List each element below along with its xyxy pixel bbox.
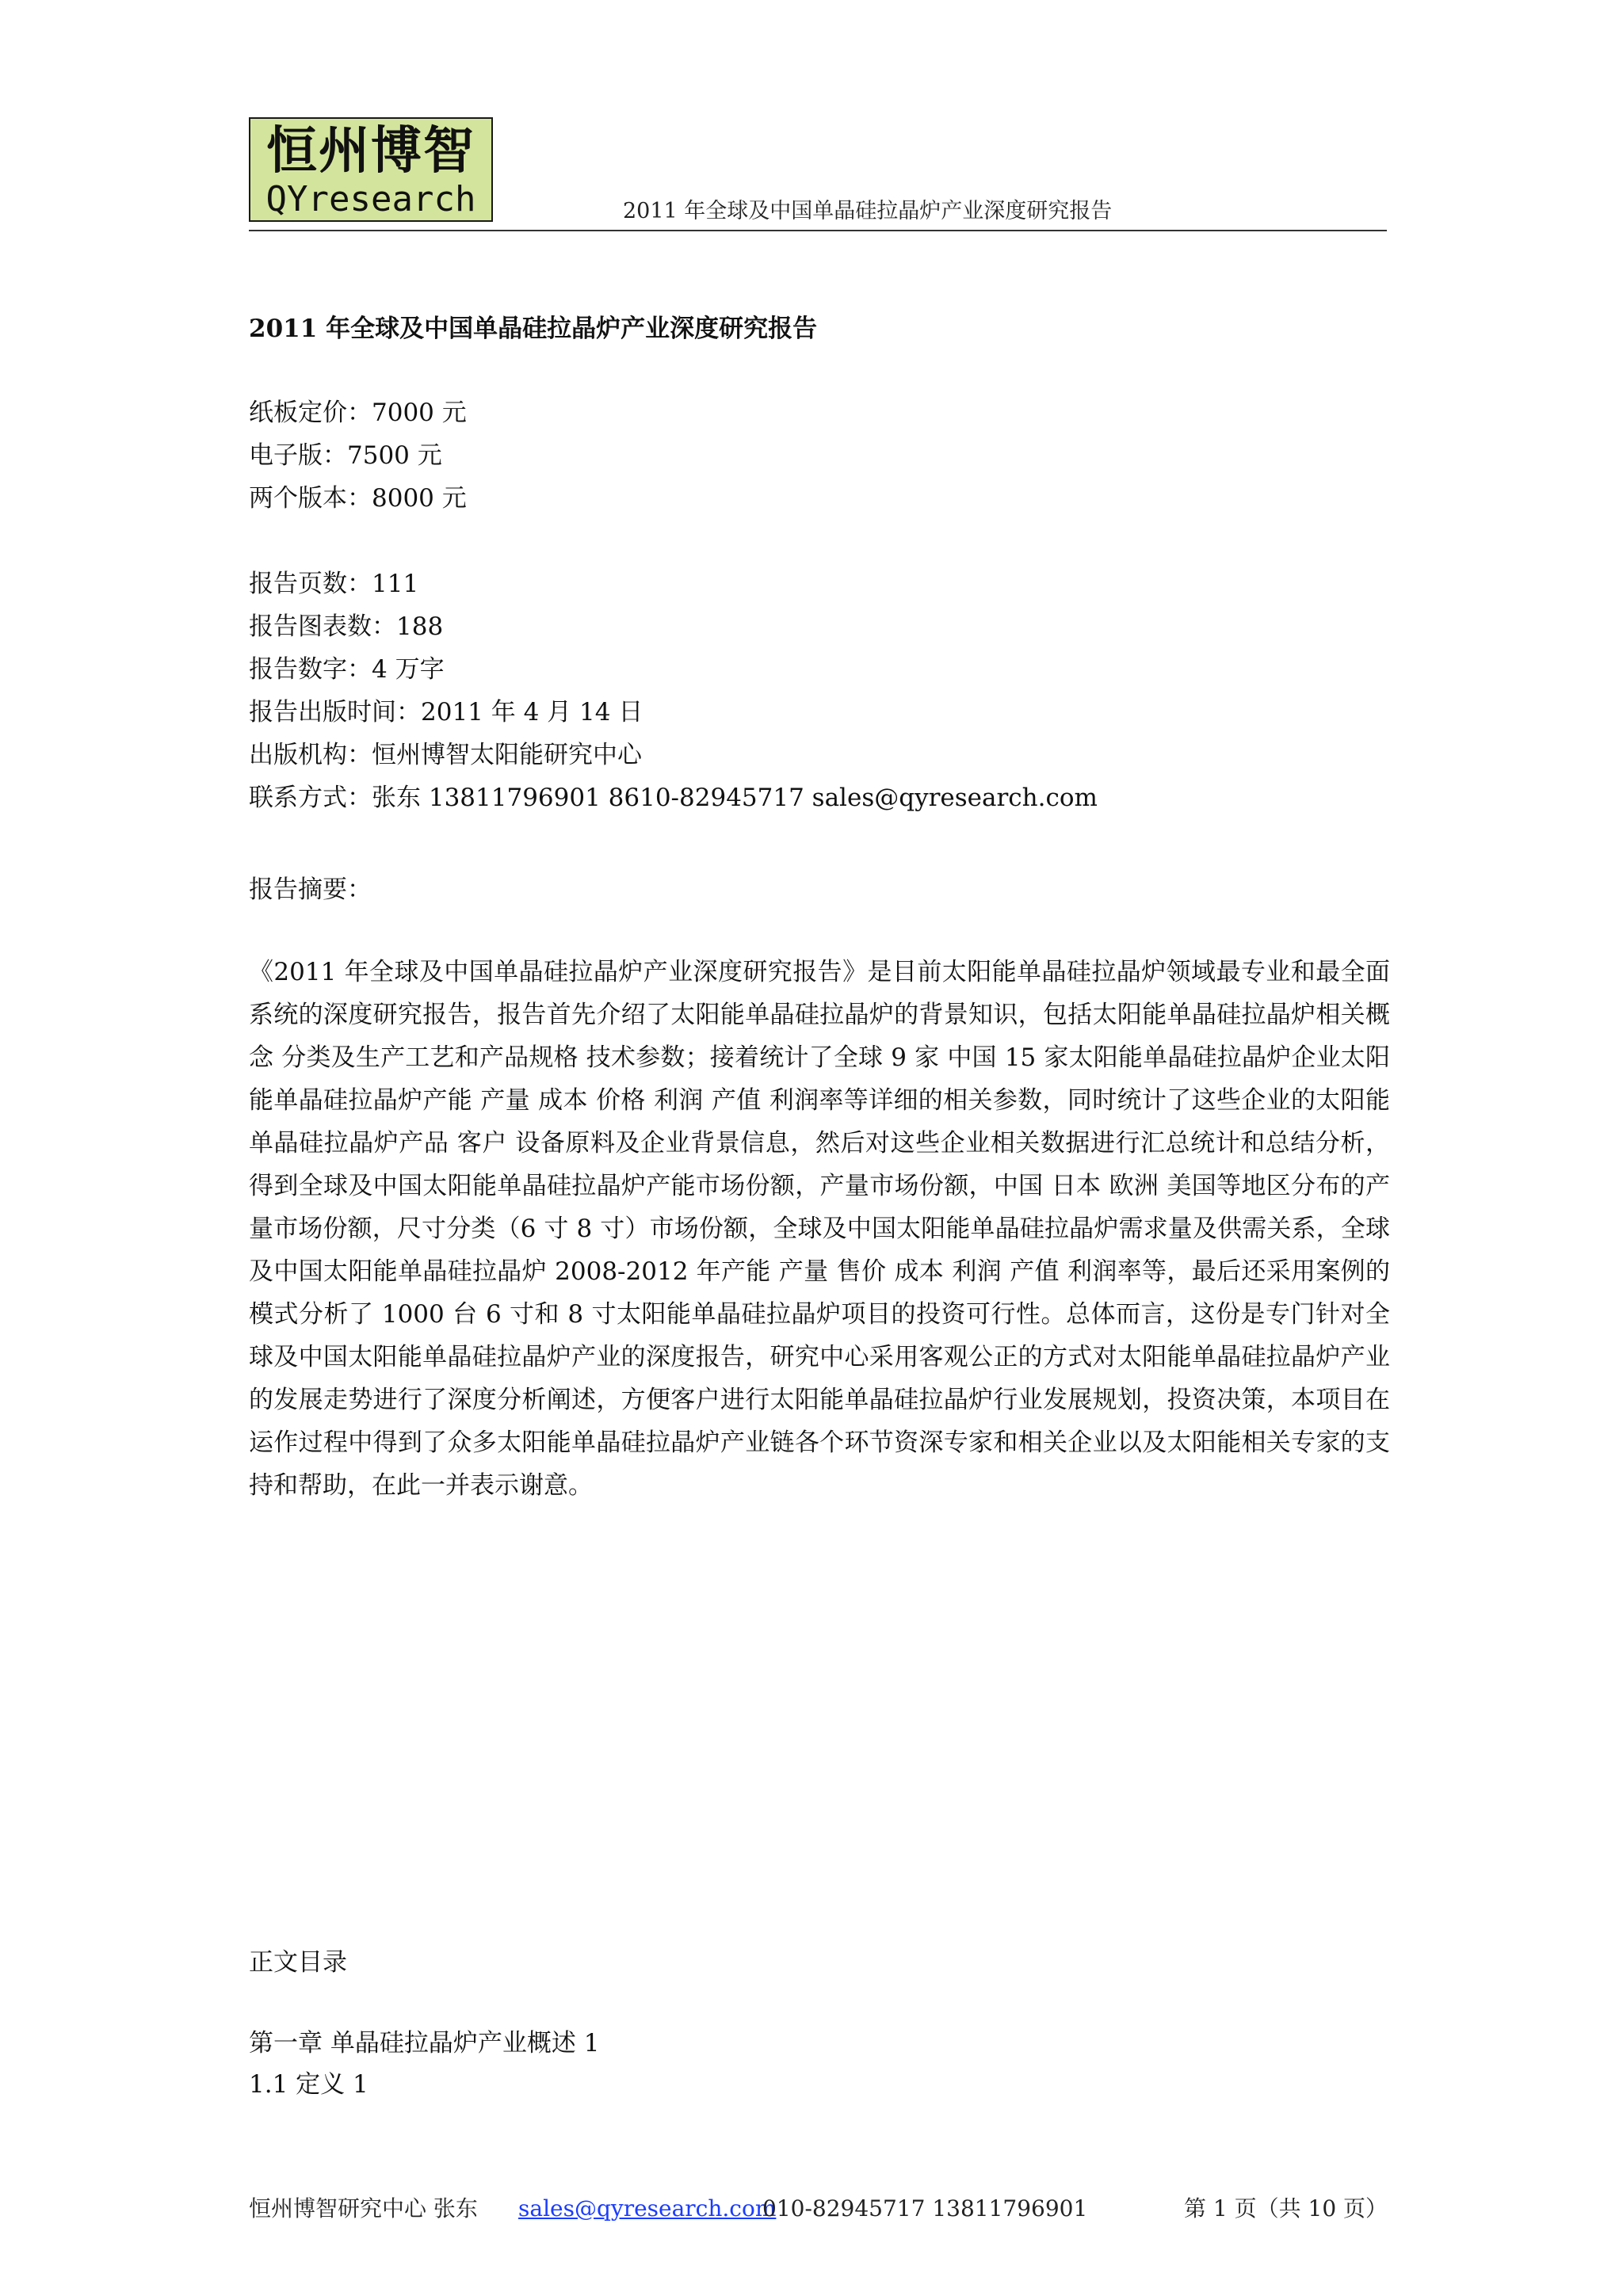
logo-english-text: QYresearch <box>265 179 476 219</box>
footer-email[interactable]: sales@qyresearch.com <box>518 2195 777 2222</box>
toc-item: 1.1 定义 1 <box>249 2070 369 2099</box>
price-electronic: 电子版：7500 元 <box>249 441 442 470</box>
info-pages: 报告页数：111 <box>249 570 419 598</box>
info-contact: 联系方式：张东 13811796901 8610-82945717 sales@qyresearch.com <box>249 784 1098 812</box>
info-publish-date: 报告出版时间：2011 年 4 月 14 日 <box>249 698 643 727</box>
info-word-count: 报告数字：4 万字 <box>249 655 445 684</box>
footer-phones: 010-82945717 13811796901 <box>762 2195 1088 2222</box>
toc-item: 第一章 单晶硅拉晶炉产业概述 1 <box>249 2029 600 2058</box>
running-header-title: 2011 年全球及中国单晶硅拉晶炉产业深度研究报告 <box>623 199 1113 223</box>
price-paper: 纸板定价：7000 元 <box>249 399 467 427</box>
abstract-heading: 报告摘要： <box>249 875 372 904</box>
document-title: 2011 年全球及中国单晶硅拉晶炉产业深度研究报告 <box>249 315 818 343</box>
abstract-paragraph: 《2011 年全球及中国单晶硅拉晶炉产业深度研究报告》是目前太阳能单晶硅拉晶炉领域最专业和最全面系统的深度研究报告，报告首先介绍了太阳能单晶硅拉晶炉的背景知识，包括太阳能单晶硅拉晶炉相关概念 分类及生产工艺和产品规格 技术参数；接着统计了全球 9 家 中国 15 家太阳能单晶硅拉晶炉企业太阳能单晶硅拉晶炉产能 产量 成本 价格 利润 产值 利润率等详细的相关参数，同时统计了这些企业的太阳能单晶硅拉晶炉产品 客户 设备原料及企业背景信息，然后对这些企业相关数据进行汇总统计和总结分析，得到全球及中国太阳能单晶硅拉晶炉产能市场份额，产量市场份额，中国 日本 欧洲 美国等地区分布的产量市场份额，尺寸分类（6 寸 8 寸）市场份额，全球及中国太阳能单晶硅拉晶炉需求量及供需关系，全球及中国太阳能单晶硅拉晶炉 2008-2012 年产能 产量 售价 成本 利润 产值 利润率等，最后还采用案例的模式分析了 1000 台 6 寸和 8 寸太阳能单晶硅拉晶炉项目的投资可行性。总体而言，这份是专门针对全球及中国太阳能单晶硅拉晶炉产业的深度报告，研究中心采用客观公正的方式对太阳能单晶硅拉晶炉产业的发展走势进行了深度分析阐述，方便客户进行太阳能单晶硅拉晶炉行业发展规划，投资决策，本项目在运作过程中得到了众多太阳能单晶硅拉晶炉产业链各个环节资深专家和相关企业以及太阳能相关专家的支持和帮助，在此一并表示谢意。 <box>249 958 1390 1500</box>
logo-chinese-text: 恒州博智 <box>266 121 475 181</box>
info-charts: 报告图表数：188 <box>249 612 444 641</box>
toc-heading: 正文目录 <box>249 1948 347 1977</box>
footer-page-number: 第 1 页（共 10 页） <box>1184 2195 1388 2222</box>
qyresearch-logo <box>249 117 493 222</box>
footer-email-link[interactable] <box>518 2195 776 2223</box>
header-divider <box>249 230 1387 231</box>
info-publisher: 出版机构：恒州博智太阳能研究中心 <box>249 741 642 769</box>
footer-org-contact: 恒州博智研究中心 张东 <box>249 2195 478 2222</box>
price-both: 两个版本：8000 元 <box>249 484 467 513</box>
